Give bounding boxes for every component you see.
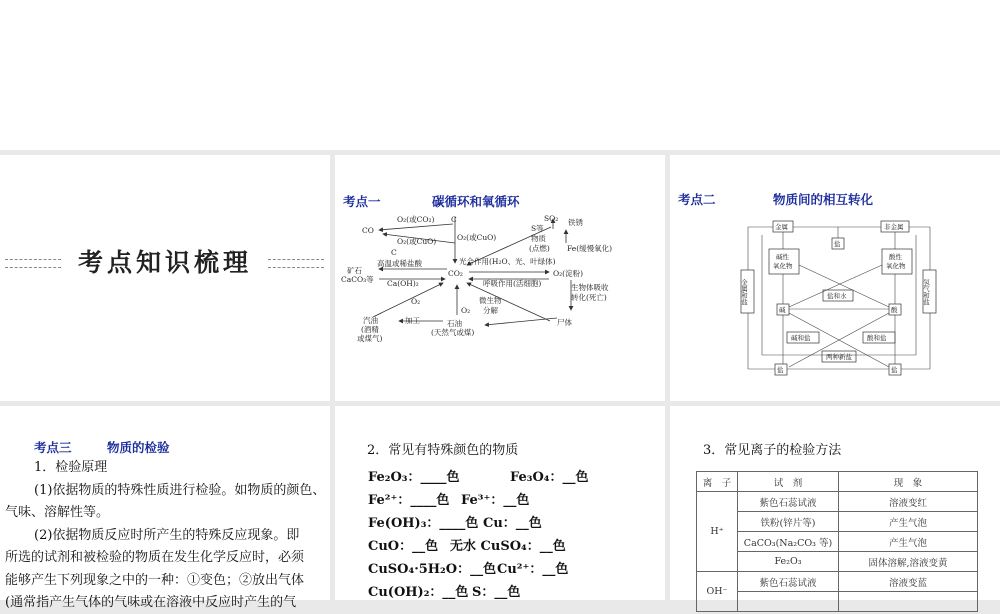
co2-label: CO₂ bbox=[448, 269, 463, 278]
s-etc-label: S等 bbox=[531, 224, 544, 233]
two-new-salts-label: 两种新盐 bbox=[826, 353, 852, 361]
high-temp-label: 高温或稀盐酸 bbox=[377, 259, 422, 268]
so2-label: SO₂ bbox=[544, 214, 559, 223]
hydrogen-and-salt-label: 氢气和盐 bbox=[922, 279, 930, 305]
reagent-cell: 紫色石蕊试液 bbox=[738, 492, 839, 512]
o2-cuo-label-2: O₂(或CuO) bbox=[397, 237, 437, 246]
section-title: 考点知识梳理 bbox=[77, 248, 252, 277]
alcohol-label: (酒精 bbox=[361, 325, 379, 334]
salt-label-1: 盐 bbox=[834, 240, 841, 248]
base-and-salt-label: 碱和盐 bbox=[791, 334, 811, 342]
petroleum-label: 石油 bbox=[447, 319, 462, 328]
fe2plus-line: Fe²⁺：____色 bbox=[368, 493, 450, 508]
cuoh2-line: Cu(OH)₂：__色 bbox=[368, 585, 469, 600]
acid-and-salt-label: 酸和盐 bbox=[867, 334, 887, 342]
body-line-5: 能够产生下列现象之中的一种：①变色；②放出气体 bbox=[5, 573, 305, 588]
phenomenon-cell: 溶液变红 bbox=[839, 492, 978, 512]
cuo-line: CuO：__色 bbox=[368, 539, 439, 554]
microbe-label: 微生物 bbox=[479, 296, 502, 305]
acid-label: 酸 bbox=[891, 306, 898, 314]
acidic-oxide-label-2: 氧化物 bbox=[886, 262, 906, 270]
gas-label: 或煤气) bbox=[357, 334, 383, 343]
substance-conversion-diagram bbox=[670, 155, 1000, 401]
body-line-2: 气味、溶解性等。 bbox=[5, 505, 110, 520]
reagent-cell: CaCO₃(Na₂CO₃ 等) bbox=[738, 532, 839, 552]
salt-label-3: 盐 bbox=[891, 366, 898, 374]
body-line-4: 所选的试剂和被检验的物质在发生化学反应时，必须 bbox=[5, 550, 305, 565]
carbon-oxygen-cycle-diagram bbox=[335, 155, 665, 401]
caco3-label: CaCO₃等 bbox=[341, 275, 374, 284]
ion-test-table bbox=[696, 471, 978, 612]
acidic-oxide-label-1: 酸性 bbox=[889, 253, 902, 261]
fe-oxidation-label: Fe(缓慢氧化) bbox=[567, 244, 613, 253]
body-line-1: (1)依据物质的特殊性质进行检验。如物质的颜色、 bbox=[34, 483, 326, 498]
reagent-cell: 铁粉(锌片等) bbox=[738, 512, 839, 532]
natural-gas-label: (天然气或煤) bbox=[431, 328, 475, 337]
slide-thumbnail-2[interactable] bbox=[335, 155, 665, 401]
phenomenon-cell: 溶液变蓝 bbox=[839, 572, 978, 592]
ion-cell-h: H⁺ bbox=[697, 492, 738, 572]
substance-label: 物质 bbox=[531, 234, 546, 243]
gasoline-label: 汽油 bbox=[363, 316, 378, 325]
body-line-3: (2)依据物质反应时所产生的特殊反应现象。即 bbox=[34, 528, 300, 543]
phenomenon-cell: 产生气泡 bbox=[839, 512, 978, 532]
c-label-2: C bbox=[391, 248, 397, 257]
ignite-label: (点燃) bbox=[529, 244, 550, 253]
o2-co2-label: O₂(或CO₂) bbox=[397, 215, 435, 224]
slide-heading: 碳循环和氧循环 bbox=[432, 194, 520, 209]
table-row bbox=[697, 552, 978, 572]
table-row bbox=[697, 492, 978, 512]
slide-thumbnail-3[interactable] bbox=[670, 155, 1000, 401]
kaodian-label: 考点一 bbox=[343, 194, 381, 209]
fe3o4-line: Fe₃O₄：__色 bbox=[510, 470, 589, 485]
table-row bbox=[697, 532, 978, 552]
ore-label: 矿石 bbox=[347, 266, 362, 275]
slide-heading: 3．常见离子的检验方法 bbox=[703, 443, 842, 458]
table-row bbox=[697, 592, 978, 612]
o2-label-a: O₂ bbox=[411, 297, 421, 306]
respiration-label: 呼吸作用(活细胞) bbox=[483, 279, 542, 288]
co-label: CO bbox=[362, 226, 374, 235]
slide-thumbnail-4[interactable] bbox=[0, 406, 330, 610]
c-label-1: C bbox=[451, 215, 457, 224]
principle-heading: 1．检验原理 bbox=[34, 460, 108, 475]
phenomenon-cell: 固体溶解,溶液变黄 bbox=[839, 552, 978, 572]
feoh3-line: Fe(OH)₃：____色 bbox=[368, 516, 479, 531]
header-reagent: 试 剂 bbox=[738, 472, 839, 492]
cuso4-line: 无水 CuSO₄：__色 bbox=[450, 539, 566, 554]
cu2plus-line: Cu²⁺：__色 bbox=[497, 562, 569, 577]
process-label: 加工 bbox=[405, 316, 420, 325]
rust-label: 铁锈 bbox=[568, 218, 583, 227]
cu-line: Cu：__色 bbox=[483, 516, 542, 531]
slide-thumbnail-5[interactable] bbox=[335, 406, 665, 600]
slide-heading: 物质的检验 bbox=[107, 440, 170, 455]
metal-and-salt-label: 金属和盐 bbox=[740, 279, 748, 305]
s-line: S：__色 bbox=[472, 585, 521, 600]
table-row bbox=[697, 512, 978, 532]
salt-water-label: 盐和水 bbox=[827, 292, 847, 300]
nonmetal-label: 非金属 bbox=[884, 223, 904, 231]
fe3plus-line: Fe³⁺：__色 bbox=[461, 493, 530, 508]
corpse-label: 尸体 bbox=[557, 318, 572, 327]
reagent-cell bbox=[738, 592, 839, 612]
metal-label: 金属 bbox=[775, 223, 788, 231]
basic-oxide-label-1: 碱性 bbox=[776, 253, 789, 261]
o2-starch-label: O₂(淀粉) bbox=[553, 269, 584, 278]
phenomenon-cell bbox=[839, 592, 978, 612]
header-phenomenon: 现 象 bbox=[839, 472, 978, 492]
slide-heading: 物质间的相互转化 bbox=[773, 192, 874, 207]
reagent-cell: Fe₂O₃ bbox=[738, 552, 839, 572]
fe2o3-line: Fe₂O₃：____色 bbox=[368, 470, 460, 485]
decompose-label: 分解 bbox=[483, 306, 498, 315]
basic-oxide-label-2: 氧化物 bbox=[773, 262, 793, 270]
cuso4-5h2o-line: CuSO₄·5H₂O：__色 bbox=[368, 562, 497, 577]
bio-absorb-label: 生物体吸收 bbox=[571, 283, 609, 292]
base-label: 碱 bbox=[779, 306, 786, 314]
reagent-cell: 紫色石蕊试液 bbox=[738, 572, 839, 592]
top-blank-area bbox=[0, 0, 1000, 150]
kaodian-label: 考点二 bbox=[678, 192, 716, 207]
slide-thumbnail-6[interactable] bbox=[670, 406, 1000, 600]
body-line-6: (通常指产生气体的气味或在溶液中反应时产生的气 bbox=[5, 595, 297, 610]
kaodian-label: 考点三 bbox=[34, 440, 72, 455]
salt-label-2: 盐 bbox=[777, 366, 784, 374]
caoh2-label: Ca(OH)₂ bbox=[387, 279, 419, 288]
transform-label: 转化(死亡) bbox=[571, 293, 607, 302]
table-row bbox=[697, 572, 978, 592]
slide-heading: 2．常见有特殊颜色的物质 bbox=[367, 443, 519, 458]
o2-label-b: O₂ bbox=[461, 306, 471, 315]
o2-cuo-label-1: O₂(或CuO) bbox=[457, 233, 497, 242]
slide-thumbnail-1[interactable] bbox=[0, 155, 330, 401]
table-header-row bbox=[697, 472, 978, 492]
header-ion: 离 子 bbox=[697, 472, 738, 492]
ion-cell-oh: OH⁻ bbox=[697, 572, 738, 612]
phenomenon-cell: 产生气泡 bbox=[839, 532, 978, 552]
photosynthesis-label: 光合作用(H₂O、光、叶绿体) bbox=[459, 257, 556, 266]
